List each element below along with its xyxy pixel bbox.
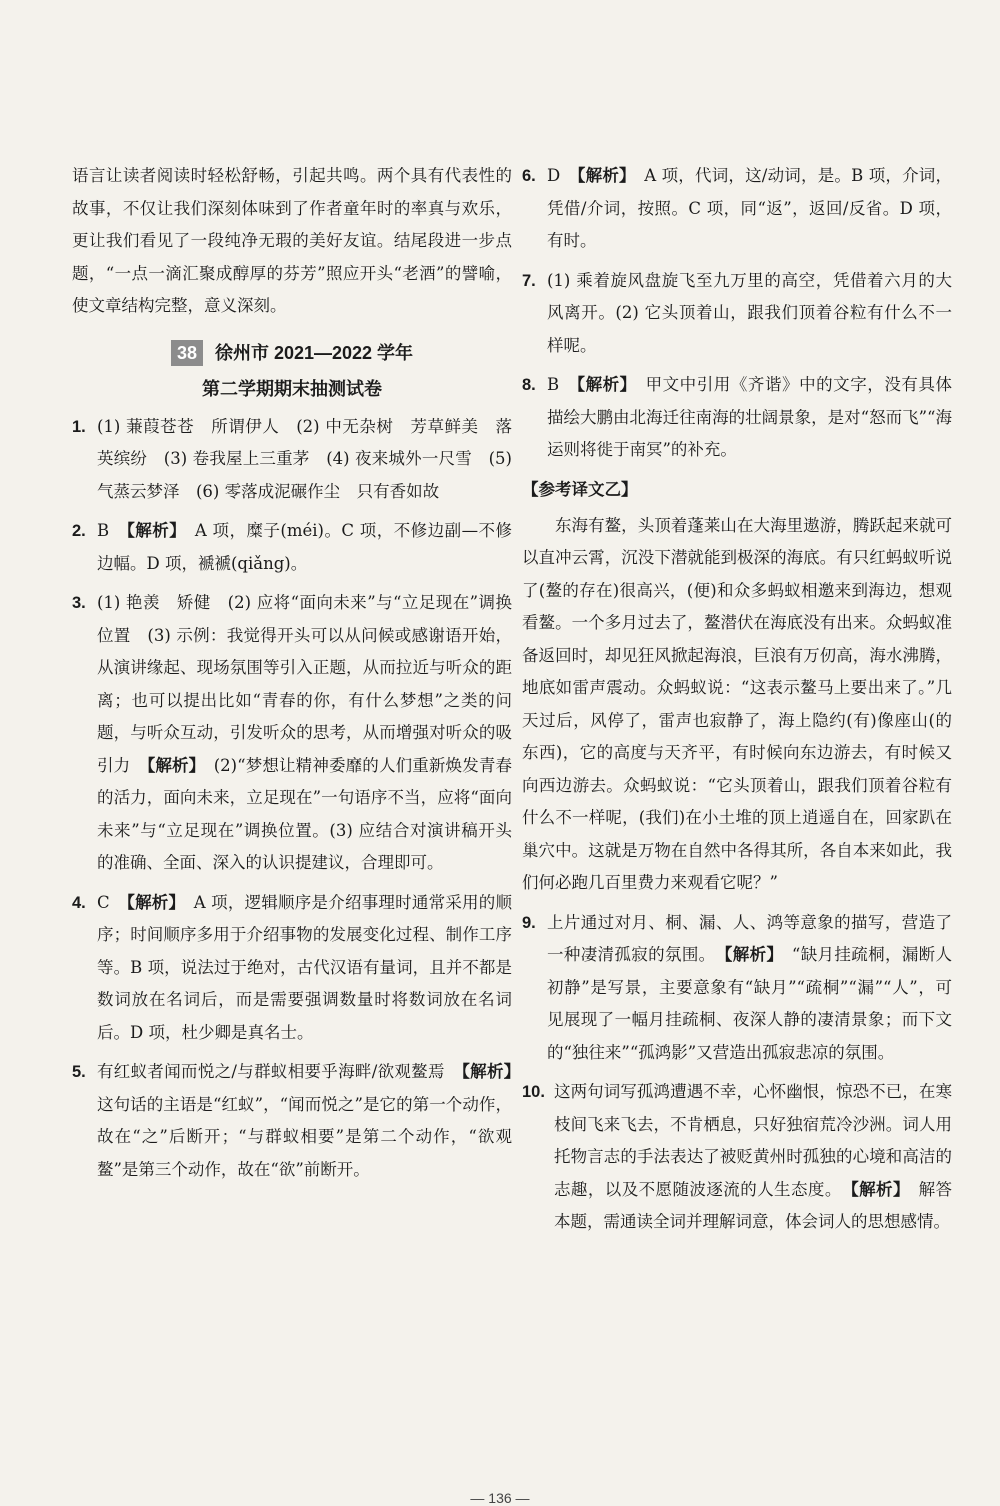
analysis-text: A 项，代词，这/动词，是。B 项，介词，凭借/介词，按照。C 项，同“返”，返回/反省。D 项，有时。 [547, 166, 953, 250]
analysis-tag: 【解析】 [576, 376, 629, 394]
intro-paragraph: 语言让读者阅读时轻松舒畅，引起共鸣。两个具有代表性的故事，不仅让我们深刻体味到了作者童年时的率真与欢乐，更让我们看见了一段纯净无瑕的美好友谊。结尾段进一步点题，“一点一滴汇聚成醇厚的芬芳”照应开头“老酒”的譬喻，使文章结构完整，意义深刻。 [72, 166, 512, 315]
answer-item-10 [522, 1076, 952, 1239]
analysis-text: A 项，逻辑顺序是介绍事理时通常采用的顺序；时间顺序多用于介绍事物的发展变化过程、制作工序等。B 项，说法过于绝对，古代汉语有量词，且并不都是数词放在名词后，而是需要强调数量时将数词放在名词后。D 项，杜少卿是真名士。 [97, 892, 513, 1042]
analysis-tag: 【解析】 [850, 1180, 902, 1199]
analysis-tag: 【解析】 [126, 522, 178, 540]
section-header [72, 335, 512, 407]
section-title-line1: 徐州市 2021—2022 学年 [214, 342, 414, 363]
answer-text: (1) 蒹葭苍苍 所谓伊人 (2) 中无杂树 芳草鲜美 落英缤纷 (3) 卷我屋上三重茅 (4) 夜来城外一尺雪 (5) 气蒸云梦泽 (6) 零落成泥碾作尘 只有香如故 [97, 416, 512, 501]
item-number: 7. [522, 271, 536, 290]
analysis-text: 解答本题，需通读全词并理解词意，体会词人的思想感情。 [554, 1179, 953, 1231]
answer-choice: C [97, 892, 110, 912]
page-number: — 136 — [470, 1490, 530, 1506]
analysis-text: “缺月挂疏桐，漏断人初静”是写景，主要意象有“缺月”“疏桐”“漏”“人”，可见展现了一幅月挂疏桐、夜深人静的凄清景象；而下文的“独往来”“孤鸿影”又营造出孤寂悲凉的氛围。 [547, 945, 953, 1062]
analysis-text: (2)“梦想让精神委靡的人们重新焕发青春的活力，面向未来，立足现在”一句语序不当，应将“面向未来”与“立足现在”调换位置。(3) 应结合对演讲稿开头的准确、全面、深入的认识提建议，合理即可。 [97, 755, 513, 872]
answer-item-9 [522, 907, 952, 1070]
answer-text: 上片通过对月、桐、漏、人、鸿等意象的描写，营造了一种凄清孤寂的氛围。 [547, 912, 952, 964]
reference-translation-heading [522, 474, 952, 506]
answer-item-1 [72, 411, 512, 509]
answer-text: 有红蚁者闻而悦之/与群蚁相要乎海畔/欲观鳌焉 [97, 1062, 445, 1081]
section-number-badge: 38 [171, 340, 203, 366]
answer-item-8 [522, 369, 952, 467]
analysis-text: A 项，糜子(méi)。C 项，不修边副—不修边幅。D 项，褫褫(qiǎng)。 [97, 521, 513, 573]
analysis-tag: 【解析】 [126, 893, 178, 912]
item-number: 10. [522, 1083, 545, 1101]
analysis-tag: 【解析】 [461, 1063, 513, 1081]
analysis-text: 甲文中引用《齐谐》中的文字，没有具体描绘大鹏由北海迁往南海的壮阔景象，是对“怒而飞”“海运则将徙于南冥”的补充。 [547, 375, 953, 459]
analysis-tag: 【解析】 [146, 756, 198, 775]
item-number: 9. [522, 913, 536, 932]
item-number: 6. [522, 167, 536, 185]
item-number: 3. [72, 594, 86, 612]
reference-translation-text: 东海有鳌，头顶着蓬莱山在大海里遨游，腾跃起来就可以直冲云霄，沉没下潜就能到极深的海底。有只红蚂蚁听说了(鳌的存在)很高兴，(便)和众多蚂蚁相邀来到海边，想观看鳌。一个多月过去了，鳌潜伏在海底没有出来。众蚂蚁准备返回时，却见狂风掀起海浪，巨浪有万仞高，海水沸腾，地底如雷声震动。众蚂蚁说：“这表示鳌马上要出来了。”几天过后，风停了，雷声也寂静了，海上隐约(有)像座山(的东西)，它的高度与天齐平，有时候向东边游去，有时候又向西边游去。众蚂蚁说：“它头顶着山，跟我们顶着谷粒有什么不一样呢，(我们)在小土堆的顶上逍遥自在，回家趴在巢穴中。这就是万物在自然中各得其所，各自本来如此，我们何必跑几百里费力来观看它呢？” [522, 515, 952, 892]
item-number: 4. [72, 893, 86, 912]
answer-item-6 [522, 160, 952, 258]
answer-choice: D [547, 166, 561, 185]
section-title-line2: 第二学期期末抽测试卷 [202, 378, 382, 399]
analysis-tag: 【解析】 [724, 946, 776, 964]
reference-translation-title: 【参考译文乙】 [522, 480, 638, 499]
answer-choice: B [547, 375, 560, 394]
answer-text: (1) 艳羡 矫健 (2) 应将“面向未来”与“立足现在”调换位置 (3) 示例：我觉得开头可以从问候或感谢语开始，从演讲缘起、现场氛围等引入正题，从而拉近与听众的距离；也可以提出比如“青春的你，有什么梦想”之类的问题，与听众互动，引发听众的思考，从而增强对听众的吸引力 [97, 593, 512, 775]
analysis-text: 这句话的主语是“红蚁”，“闻而悦之”是它的第一个动作，故在“之”后断开；“与群蚁相要”是第二个动作，“欲观鳌”是第三个动作，故在“欲”前断开。 [97, 1094, 512, 1179]
analysis-tag: 【解析】 [577, 167, 628, 185]
right-column [522, 160, 952, 1246]
item-number: 2. [72, 522, 86, 540]
answer-choice: B [97, 521, 110, 540]
answer-item-4 [72, 887, 512, 1050]
left-column [72, 160, 512, 1193]
answer-item-5 [72, 1056, 512, 1186]
answer-item-2 [72, 515, 512, 580]
answer-item-7 [522, 265, 952, 363]
answer-text: (1) 乘着旋风盘旋飞至九万里的高空，凭借着六月的大风离开。(2) 它头顶着山，跟我们顶着谷粒有什么不一样呢。 [547, 270, 952, 355]
answer-text: 这两句词写孤鸿遭遇不幸，心怀幽恨，惊恐不已，在寒枝间飞来飞去，不肯栖息，只好独宿荒冷沙洲。词人用托物言志的手法表达了被贬黄州时孤独的心境和高洁的志趣，以及不愿随波逐流的人生态度。 [554, 1082, 952, 1199]
item-number: 1. [72, 417, 86, 436]
item-number: 8. [522, 376, 536, 394]
answer-item-3 [72, 587, 512, 880]
item-number: 5. [72, 1063, 86, 1081]
